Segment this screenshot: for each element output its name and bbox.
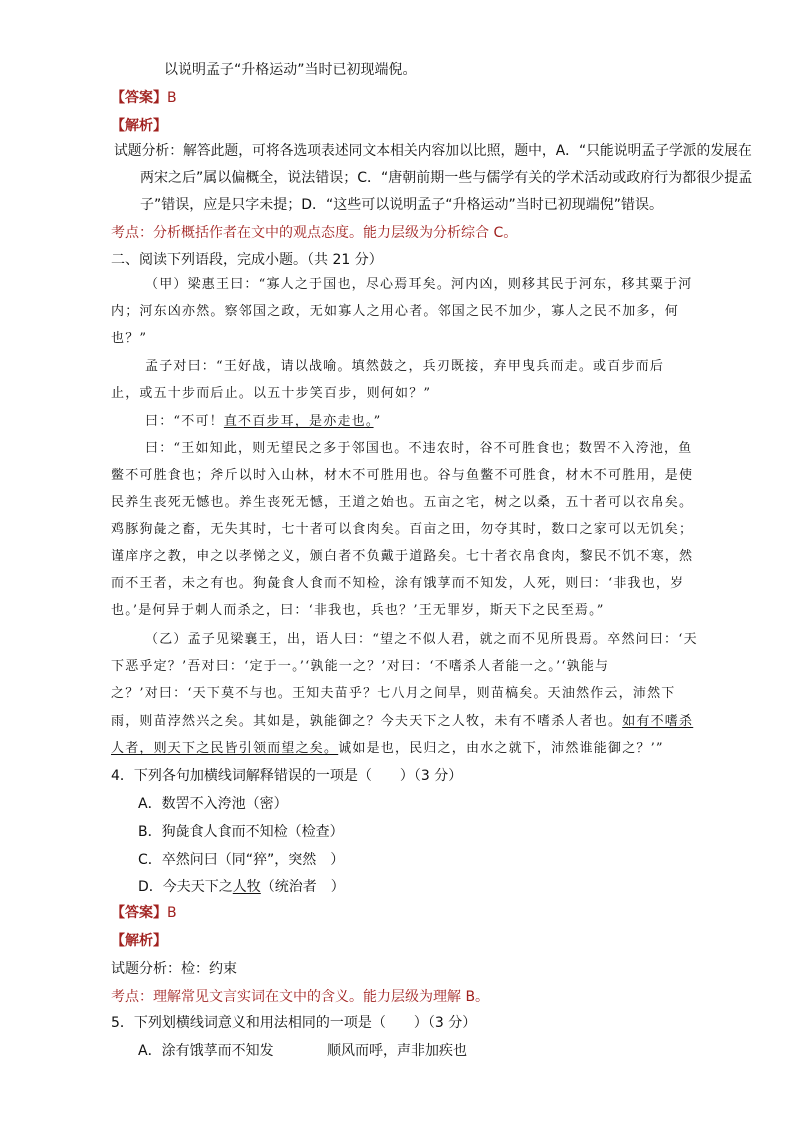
- passage-line: 之？’对曰：‘天下莫不与也。王知夫苗乎？七八月之间旱，则苗槁矣。天油然作云，沛然下: [111, 686, 676, 701]
- passage-line: 也？”: [111, 331, 148, 346]
- passage-line: 孟子对曰：“王好战，请以战喻。填然鼓之，兵刃既接，弃甲曳兵而走。或百步而后: [145, 359, 665, 374]
- passage-line: 鸡豚狗彘之畜，无失其时，七十者可以食肉矣。百亩之田，勿夺其时，数口之家可以无饥矣；: [111, 522, 694, 537]
- passage-line: （乙）孟子见梁襄王，出，语人曰：“望之不似人君，就之而不见所畏焉。卒然问曰：‘天: [145, 632, 698, 647]
- answer-label: 【答案】: [111, 90, 167, 106]
- q4-kaodian: 考点：理解常见文言实词在文中的含义。能力层级为理解 B。: [111, 989, 490, 1005]
- underlined-sentence: 人者，则天下之民皆引领而望之矣。: [111, 741, 339, 756]
- q4-stem: 4．下列各句加横线词解释错误的一项是（ ）（3 分）: [111, 768, 463, 784]
- passage-segment: 曰：“不可！: [145, 414, 224, 429]
- passage-line: 谨庠序之教，申之以孝悌之义，颁白者不负戴于道路矣。七十者衣帛食肉，黎民不饥不寒，然: [111, 549, 694, 564]
- kaodian-1: 考点：分析概括作者在文中的观点态度。能力层级为分析综合 C。: [111, 225, 518, 241]
- passage-segment: 诚如是也，民归之，由水之就下，沛然谁能御之？’”: [338, 741, 664, 756]
- passage-line: 止，或五十步而后止。以五十步笑百步，则何如？”: [111, 386, 432, 401]
- passage-line: 也。’是何异于刺人而杀之，曰：‘非我也，兵也？’王无罪岁，斯天下之民至焉。”: [111, 603, 605, 618]
- option-text: （统治者 ）: [260, 879, 345, 895]
- passage-segment: 雨，则苗浡然兴之矣。其如是，孰能御之？今夫天下之人牧，未有不嗜杀人者也。: [111, 714, 623, 729]
- q4-option-c: C．卒然问曰（同“猝”，突然 ）: [138, 852, 345, 868]
- passage-segment: ”: [373, 414, 382, 429]
- q5-option-a-left: A．涂有饿莩而不知发: [138, 1043, 274, 1059]
- carryover-line: 以说明孟子“升格运动”当时已初现端倪。: [164, 62, 417, 78]
- underlined-sentence: 如有不嗜杀: [622, 714, 694, 729]
- section-heading: 二、阅读下列语段，完成小题。（共 21 分）: [111, 252, 383, 268]
- passage-line: （甲）梁惠王曰：“寡人之于国也，尽心焉耳矣。河内凶，则移其民于河东，移其粟于河: [145, 277, 693, 292]
- analysis-line-1: 试题分析：解答此题，可将各选项表述同文本相关内容加以比照，题中，A．“只能说明孟子学派的发展在: [114, 143, 752, 159]
- q4-option-a: A．数罟不入洿池（密）: [138, 796, 288, 812]
- passage-line: 下恶乎定？’吾对曰：‘定于一。’‘孰能一之？’对曰：‘不嗜杀人者能一之。’‘孰能与: [111, 659, 610, 674]
- passage-line: 而不王者，未之有也。狗彘食人食而不知检，涂有饿莩而不知发，人死，则曰：‘非我也，岁: [111, 576, 685, 591]
- passage-line: 内；河东凶亦然。察邻国之政，无如寡人之用心者。邻国之民不加少，寡人之民不加多，何: [111, 304, 680, 319]
- q5-option-a-right: 顺风而呼，声非加疾也: [327, 1043, 467, 1059]
- passage-line-underlined: [111, 740, 664, 758]
- option-text: D．今夫天下之: [138, 879, 233, 895]
- passage-line: 曰：“王如知此，则无望民之多于邻国也。不违农时，谷不可胜食也；数罟不入洿池，鱼: [145, 441, 693, 456]
- q4-option-d: [138, 878, 345, 896]
- underlined-sentence: 直不百步耳，是亦走也。: [223, 414, 374, 429]
- analysis-label: 【解析】: [111, 118, 167, 134]
- answer-line: [111, 89, 177, 107]
- answer-label: 【答案】: [111, 905, 167, 921]
- passage-line: 民养生丧死无憾也。养生丧死无憾，王道之始也。五亩之宅，树之以桑，五十者可以衣帛矣。: [111, 495, 694, 510]
- answer-value: B: [167, 90, 177, 106]
- q4-option-b: B．狗彘食人食而不知检（检查）: [138, 824, 344, 840]
- underlined-word: 人牧: [232, 879, 261, 895]
- q4-analysis: 试题分析：检：约束: [111, 961, 237, 977]
- q4-analysis-label: 【解析】: [111, 933, 167, 949]
- q5-stem: 5．下列划横线词意义和用法相同的一项是（ ）（3 分）: [111, 1015, 477, 1031]
- analysis-line-3: 子”错误，应是只字未提；D．“这些可以说明孟子“升格运动”当时已初现端倪”错误。: [140, 197, 664, 213]
- passage-line-underlined: [111, 713, 693, 731]
- passage-line: 鳖不可胜食也；斧斤以时入山林，材木不可胜用也。谷与鱼鳖不可胜食，材木不可胜用，是使: [111, 468, 694, 483]
- analysis-line-2: 两宋之后”属以偏概全，说法错误；C．“唐朝前期一些与儒学有关的学术活动或政府行为都很少提孟: [140, 170, 753, 186]
- passage-line-underlined: [145, 413, 381, 431]
- answer-value: B: [167, 905, 177, 921]
- q4-answer-line: [111, 904, 177, 922]
